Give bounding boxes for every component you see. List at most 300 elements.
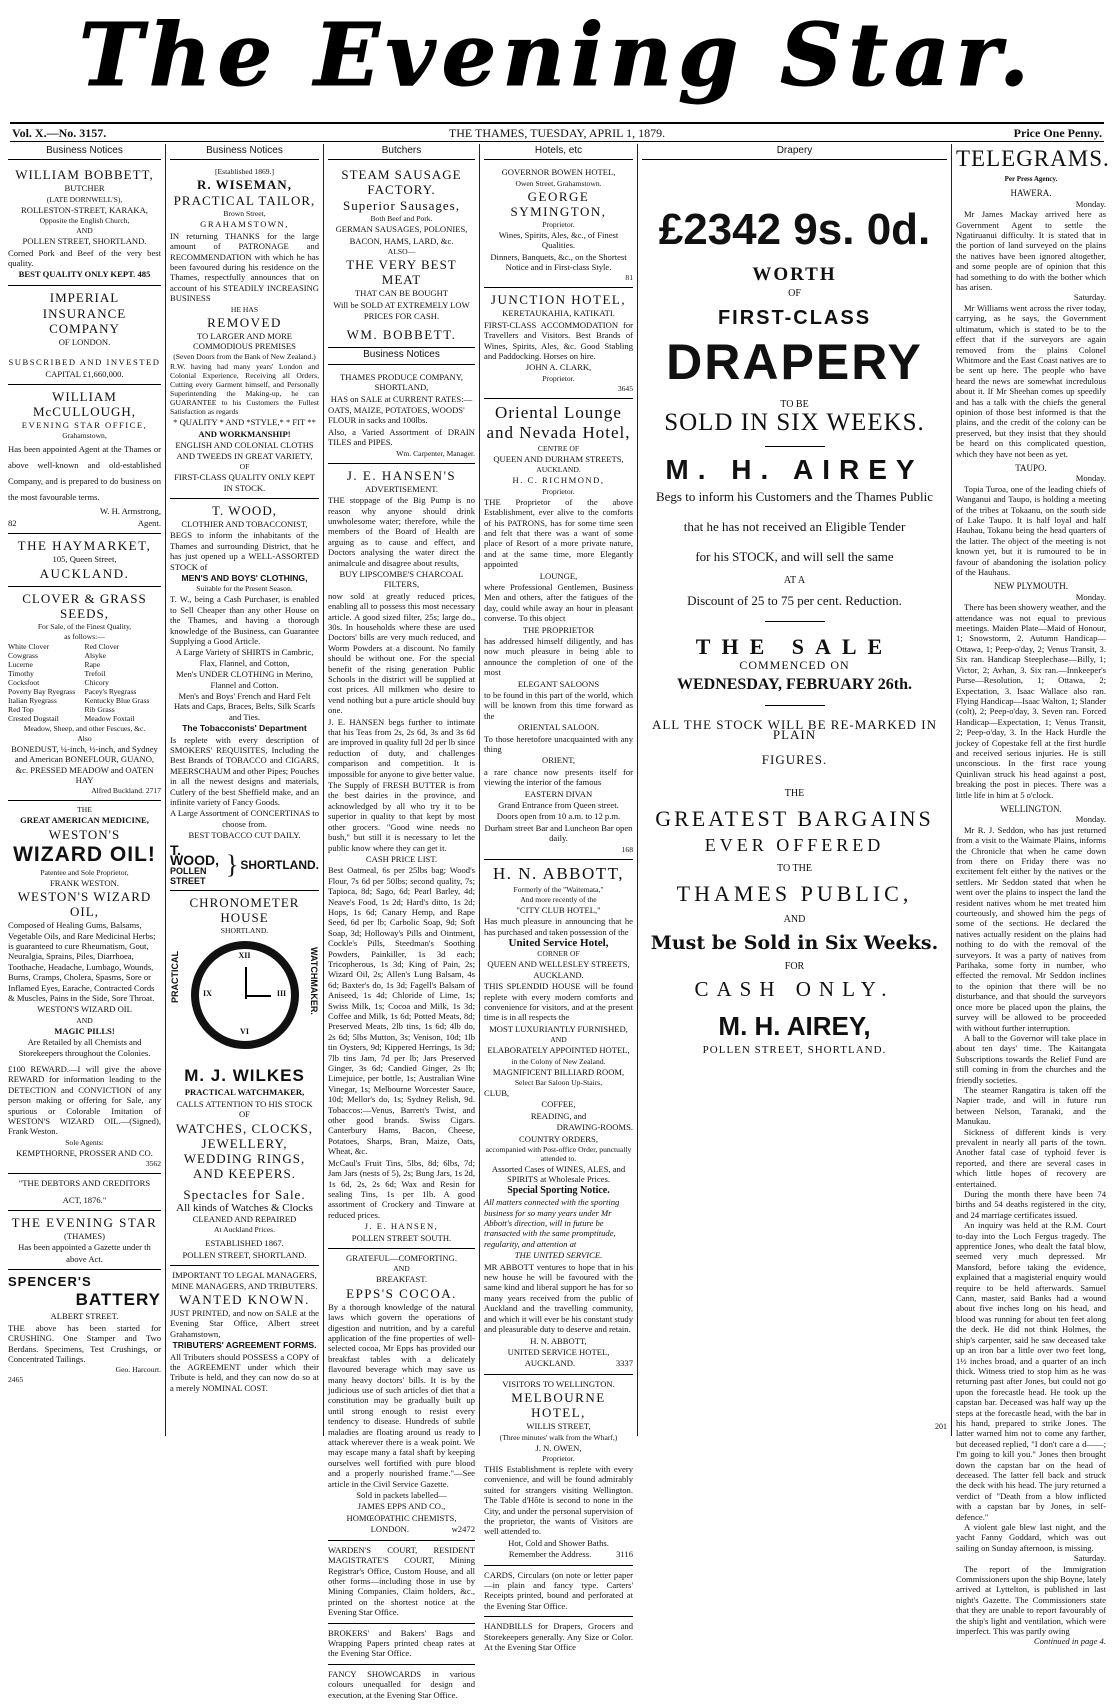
ad-line: A Large Variety of SHIRTS in Cambric, Flax, Flannel, and Cotton, — [175, 647, 314, 668]
drapery-line: WORTH — [752, 264, 837, 286]
drapery-line: AT A — [783, 574, 806, 586]
ad-body: WARDEN'S COURT, RESIDENT MAGISTRATE'S COURT, Mining Registrar's Office, Custom House, and all other forms—including those in use by Mining Companies, Claim holders, &c., printed on the shortest notice at the Evening Star Office. — [328, 1544, 475, 1618]
ad-body: to be found in this part of the world, which will be known from this time forward as the — [484, 690, 633, 721]
ad-handbills — [484, 1617, 633, 1657]
ad-line: AUCKLAND. — [524, 1358, 576, 1369]
volume-number: Vol. X.—No. 3157. — [12, 126, 107, 140]
section-head: Business Notices — [328, 348, 475, 364]
ad-body: BONEDUST, ¼-inch, ½-inch, and Sydney and American BONEFLOUR, GUANO, &c. PRESSED MEADOW and OATEN HAY — [11, 743, 158, 785]
ad-line: PRACTICAL WATCHMAKER, — [184, 1087, 305, 1098]
ad-steam-sausage — [328, 163, 475, 348]
dispatch-text: The steamer Rangatira is taken off the Napier trade, and will in future run between Nelson, Taranaki, and the Manukau. — [956, 1084, 1106, 1127]
side-label: WATCHMAKER. — [309, 947, 319, 1016]
ad-line: SHORTLAND. — [220, 926, 269, 936]
ad-line: UNITED SERVICE HOTEL, — [507, 1346, 610, 1357]
ad-body: Composed of Healing Gums, Balsams, Vegetable Oils, and Rare Medicinal Herbs; is guaranteed to cure Rheumatism, Gout, Neuralgia, Sprains, Piles, Diarrhoea, Toothache, Headache, Lumbago, Wounds, Burns, Cramps, Cholera, Spasms, Sore or Inflamed Eyes, Earache, Contracted Cords & Muscles, Pains in the Side, Sore Throat. — [8, 920, 156, 1003]
ad-line: DRAWING-ROOMS. — [556, 1122, 633, 1133]
seed-item: White Clover — [8, 641, 50, 651]
dispatch-day: Monday. — [1075, 473, 1106, 484]
ad-line: Also — [77, 733, 92, 743]
seed-item: Poverty Bay Ryegrass — [8, 686, 76, 696]
ad-signature: H. N. ABBOTT, — [530, 1335, 587, 1346]
ad-body: BROKERS' and Bakers' Bags and Wrapping Papers printed cheap rates at the Evening Star Office. — [328, 1627, 475, 1659]
ad-melbourne-hotel — [484, 1375, 633, 1566]
seed-item: Red Top — [8, 704, 34, 714]
dispatch-day: Saturday. — [1073, 292, 1106, 303]
dispatch-place: WELLINGTON. — [1000, 803, 1062, 814]
ad-signature: W. H. Armstrong, — [99, 506, 161, 517]
ad-title: BUY LIPSCOMBE'S CHARCOAL FILTERS, — [339, 568, 464, 590]
ad-line: Wines, Spirits, Ales, &c., of Finest Qualities. — [498, 229, 619, 251]
ad-body: £100 REWARD.—I will give the above REWARD for information leading to the DETECTION and CONVICTION of any person making or offering for Sale, any spurious or Colorable Imitation of WESTON'S WIZARD OIL.—(Signed), Frank Weston. — [8, 1064, 161, 1137]
ad-line: MAGNIFICENT BILLIARD ROOM, — [492, 1066, 625, 1077]
ad-signature: Geo. Harcourt. — [115, 1365, 161, 1375]
ad-line: Patentee and Sole Proprietor, — [40, 867, 129, 877]
ad-title: WANTED KNOWN. — [179, 1291, 310, 1307]
ad-body: All matters connected with the sporting business for so many years under Mr Abbott's direction, will in future be transacted with the same promptitude, regularity, and attention at — [484, 1197, 620, 1249]
ad-number: 2717 — [145, 786, 161, 796]
ad-title: IMPERIAL — [49, 289, 120, 305]
ad-cards-circulars — [484, 1566, 633, 1618]
ad-body: T. W., being a Cash Purchaser, is enabled to Sell Cheaper than any other House on the Thames, and having a thorough knowledge of the Business, can Guarantee Supplying a Good Article. — [170, 594, 319, 646]
dispatch-text: The report of the Immigration Commissioners upon the ship Boyne, lately arrived at Lyttelton, is published in last night's Gazette. The Commissioners state that they are unable to report favourably of the ship's light and ventilation, which were imperfect. This was partly owing — [956, 1563, 1106, 1637]
ad-line: VISITORS TO WELLINGTON. — [502, 1378, 615, 1389]
ad-title: The Tobacconists' Department — [182, 723, 307, 734]
dispatch-text: A violent gale blew last night, and the yacht Fanny Goddard, which was out sailing on Sunday afternoon, is missing. — [956, 1522, 1106, 1553]
ad-line: (Three minutes' walk from the Wharf,) — [499, 1432, 618, 1442]
ad-title: R. WISEMAN, — [197, 177, 292, 193]
section-head: Drapery — [642, 144, 947, 160]
ad-title: GRATEFUL—COMFORTING. — [346, 1252, 457, 1263]
clock-illustration — [170, 941, 319, 1065]
ad-line: Owen Street, Grahamstown. — [515, 178, 602, 188]
ad-line: Proprietor. — [542, 373, 575, 383]
dispatch-text: During the month there have been 74 births and 54 deaths registered in the city, and 24 marriage certificates issued. — [956, 1189, 1106, 1220]
ad-line: OF — [239, 462, 250, 472]
ad-line: And more recently of the — [520, 894, 597, 904]
ad-line: Sold in packets labelled— — [356, 1490, 447, 1501]
ad-title: ACT, 1876." — [62, 1194, 107, 1205]
ad-line: ALSO— — [387, 247, 416, 257]
dispatch-day: Saturday. — [1073, 1553, 1106, 1564]
ad-line: KEMPTHORNE, PROSSER AND CO. — [16, 1147, 153, 1158]
ad-title: TRIBUTERS' AGREEMENT FORMS. — [172, 1340, 317, 1351]
ad-signature: Wm. Carpenter, Manager. — [396, 448, 475, 458]
dispatch-text: Mr James Mackay arrived here as Government Agent to settle the Ngatiruanui difficulty. It is stated that in the portion of land surveyed on the plains the natives have been ignored altogether, and some people are of opinion that this had something to do with the bother which has arisen. — [956, 209, 1106, 293]
drapery-line: Begs to inform his Customers and the Thames Public — [655, 488, 934, 504]
ad-wiseman — [170, 163, 319, 499]
ad-title: H. N. ABBOTT, — [492, 863, 625, 883]
ad-line: HE HAS — [230, 304, 259, 314]
seed-item: Alsyke — [84, 650, 107, 660]
ad-line: EASTERN DIVAN — [524, 788, 593, 799]
ad-title: GOVERNOR BOWEN HOTEL, — [501, 167, 616, 178]
ad-line: BEST TOBACCO CUT DAILY. — [188, 830, 301, 841]
drapery-line: POLLEN STREET, SHORTLAND. — [702, 1044, 887, 1057]
ad-line: Dinners, Banquets, &c., on the Shortest Notice and in First-class Style. — [490, 251, 627, 273]
ad-body: Has been appointed Agent at the Thames or above well-known and old-established Company, and is prepared to do business on the most favourable terms. — [8, 444, 161, 503]
ad-line: Proprietor. — [542, 486, 575, 496]
brace-glyph: } — [225, 850, 239, 880]
ad-title: REMOVED — [207, 314, 282, 330]
seed-item: Trefoil — [84, 668, 106, 678]
drapery-line: FOR — [784, 960, 805, 972]
ad-line: READING, and — [530, 1110, 587, 1121]
ad-hansen — [328, 464, 475, 1249]
ad-title: Spectacles for Sale. — [183, 1186, 306, 1202]
dispatch-day: Monday. — [1075, 814, 1106, 825]
section-head: Business Notices — [170, 144, 319, 160]
ad-line: H. C. RICHMOND, — [512, 475, 605, 486]
ad-t-wood — [170, 499, 319, 891]
drapery-line: CASH ONLY. — [694, 977, 895, 1002]
ad-mining-forms — [170, 1266, 319, 1398]
dispatch-place: TAUPO. — [1015, 462, 1047, 473]
ad-line: AND WORKMANSHIP! — [198, 428, 291, 439]
ad-number: 201 — [935, 1421, 947, 1431]
drapery-line: AND — [783, 914, 806, 926]
ad-body: Is replete with every description of SMOKERS' REQUISITES, Including the Best Brands of TOBACCO and CIGARS, MEERSCHAUM and other Pipes; Pouches in all the newest designs and materials, Cutlery of the best Sheffield make, and an infinite variety of Fancy Goods. — [170, 734, 319, 808]
seed-item: Red Clover — [84, 641, 120, 651]
ad-line: Formerly of the "Waitemata," — [513, 884, 604, 894]
drapery-line: Must be Sold in Six Weeks. — [650, 931, 939, 954]
seed-item: Lucerne — [8, 659, 33, 669]
ad-line: Will be SOLD AT EXTREMELY LOW — [333, 299, 470, 310]
seed-item: Meadow Foxtail — [84, 713, 135, 723]
ad-line: EVENING STAR OFFICE, — [21, 420, 148, 431]
ad-body: Also, a Varied Assortment of DRAIN TILES and PIPES. — [328, 426, 475, 448]
dispatch-text: Mr Williams went across the river today, carrying, as he says, the Government ultimatum, which is stated to be to the effect that if the surveyors are again removed from the plains Colonel Whitmore and the East Coast natives are to be sent up here. The people who have heard the news are somewhat incredulous about it. If Mr Sheehan comes up speedily and has a talk with the chiefs the general opinion of those best informed is that the plains, and the credit of the colony can be preserved, but they insist that they should be heard on this complicated question, which they have not been as yet. — [956, 302, 1106, 459]
ad-title: MEN'S AND BOYS' CLOTHING, — [181, 572, 308, 583]
drapery-line: OF — [788, 287, 801, 299]
ad-title: WILLIAM McCULLOUGH, — [32, 389, 137, 420]
ad-spencers-battery — [8, 1270, 161, 1389]
ad-clover-seeds — [8, 587, 161, 802]
dispatch-day: Monday. — [1075, 591, 1106, 602]
ad-title: Special Sporting Notice. — [507, 1184, 610, 1196]
discount-line: Discount of 25 to 75 per cent. Reduction. — [687, 593, 902, 609]
ad-oriental-lounge — [484, 399, 633, 860]
ad-line: CLEANED AND REPAIRED — [192, 1213, 297, 1224]
ad-line: (LATE DORNWELL'S), — [46, 194, 123, 204]
ad-title: GREAT AMERICAN MEDICINE, — [20, 815, 149, 826]
ad-line: All kinds of Watches & Clocks — [176, 1201, 313, 1214]
ad-title: United Service Hotel, — [508, 936, 609, 949]
ad-line: ENGLISH AND COLONIAL CLOTHS AND TWEEDS IN GREAT VARIETY, — [175, 440, 314, 461]
ad-title: CLOVER & GRASS SEEDS, — [22, 590, 147, 621]
ad-bobbett — [8, 163, 161, 285]
dispatch-place: HAWERA. — [1010, 188, 1052, 199]
dispatch-day: Monday. — [1075, 198, 1106, 209]
ad-line: Hot, Cold and Shower Baths. — [508, 1537, 609, 1548]
ad-title: THAMES PRODUCE COMPANY, SHORTLAND, — [340, 371, 463, 393]
ad-line: COFFEE, — [541, 1099, 576, 1110]
ad-abbott — [484, 860, 633, 1375]
ad-body: where Professional Gentlemen, Business Men and others, after the fatigues of the day, could while away an hour in pleasant converse. To this object — [484, 581, 633, 624]
ad-line: CALLS ATTENTION TO HIS STOCK OF — [176, 1098, 313, 1120]
ad-line: CORNER OF — [537, 949, 580, 959]
ad-title: THE VERY BEST MEAT — [346, 257, 457, 288]
ad-line: CAPITAL £1,660,000. — [45, 368, 124, 379]
ad-line: HOMŒOPATHIC CHEMISTS, — [346, 1512, 457, 1523]
seed-item: Pacey's Ryegrass — [84, 686, 137, 696]
ad-title: THE HAYMARKET, — [17, 538, 152, 554]
telegrams-title: TELEGRAMS. — [956, 146, 1110, 171]
ad-line: TO LARGER AND MORE COMMODIOUS PREMISES — [193, 330, 296, 352]
ad-body: To those heretofore unacquainted with any thing — [484, 733, 633, 755]
ad-wardens-court — [328, 1541, 475, 1624]
ad-title: T. WOOD, — [212, 502, 277, 518]
dateline — [10, 122, 1104, 142]
ad-body: a rare chance now presents itself for viewing the interior of the famous — [484, 766, 633, 788]
masthead — [0, 0, 1114, 122]
ad-epps-cocoa — [328, 1249, 475, 1541]
column-drapery — [638, 144, 952, 1436]
ad-title: MAGIC PILLS! — [54, 1025, 115, 1036]
seed-list — [8, 642, 161, 723]
side-label: PRACTICAL — [170, 951, 180, 1004]
ad-line: QUEEN AND DURHAM STREETS, — [493, 453, 624, 464]
ad-line: Grahamstown, — [62, 431, 107, 441]
seed-item: Cowgrass — [8, 650, 38, 660]
ad-line: ELEGANT SALOONS — [517, 678, 600, 689]
ad-line: Doors open from 10 a.m. to 12 p.m. — [496, 811, 621, 822]
ad-number: 168 — [621, 844, 633, 854]
ad-line: Durham street Bar and Luncheon Bar open daily. — [484, 822, 633, 844]
ad-line: THAT CAN BE BOUGHT — [354, 288, 449, 299]
ad-body: McCaul's Fruit Tins, 5lbs, 8d; 6lbs, 7d; Jam Jars (nests of 5), 2s; Bung Jars, 1s 2d, 1s 6d, 2s, 2s 6d; Wax and Resin for sealing Tins, 1s per 1lb. A good assortment of Crockery and Tinware at reduced prices. — [328, 1157, 475, 1220]
ad-title: WESTON'S — [48, 826, 121, 842]
ad-line: POLLEN STREET, SHORTLAND. — [182, 1249, 307, 1260]
ad-title: CASH PRICE LIST. — [365, 853, 438, 864]
ad-line: accompanied with Post-office Order, punctually attended to. — [485, 1145, 632, 1163]
ad-line: Select Bar Saloon Up-Stairs, — [514, 1077, 603, 1087]
column-business-notices-2 — [166, 144, 324, 1436]
ad-line: GERMAN SAUSAGES, POLONIES, — [335, 224, 468, 235]
ad-body: FANCY SHOWCARDS in various colours unequalled for design and execution, at the Evening Star Office. — [328, 1668, 475, 1700]
ad-body: THE stoppage of the Big Pump is no reason why anyone should drink unwholesome water; therefore, while the members of the Board of Health are arguing as to cause and effect, and Doctors analysing the water direct the animalcule and disagree about results, — [328, 495, 475, 568]
ad-line: Proprietor. — [542, 1453, 575, 1463]
ad-title: WESTON'S WIZARD OIL, — [17, 889, 152, 920]
ad-line: Men's and Boys' French and Hard Felt Hats and Caps, Braces, Belts, Silk Scarfs and Ties. — [173, 691, 316, 722]
ad-body: BEGS to inform the inhabitants of the Thames and surrounding District, that he has just opened up a WELL-ASSORTED STOCK of — [170, 530, 319, 572]
ad-line: THE — [77, 805, 92, 815]
ad-line: (Seven Doors from the Bank of New Zealand.) — [173, 352, 316, 362]
ad-body: now sold at greatly reduced prices, enabling all to possess this most necessary article. A good sized filter, 25s; large do., 30s. In households where these are used Doctors' bills are very much reduced, and Worm Powders at a discount. No family should be without one. For the special benefit of the rising generation Public Schools in the district will be supplied at cost prices. All milkmen who desire to vend nothing but a pure article should buy one. — [328, 590, 475, 716]
ad-number: w2472 — [451, 1524, 475, 1535]
ad-line: Sole Agents: — [65, 1137, 104, 1147]
ad-line: AND — [550, 1035, 567, 1045]
ad-title: IMPORTANT TO LEGAL MANAGERS, MINE MANAGERS, AND TRIBUTERS. — [171, 1270, 318, 1291]
ad-number: 3562 — [145, 1159, 161, 1169]
dispatch-place: NEW PLYMOUTH. — [994, 581, 1068, 592]
drapery-line: that he has not received an Eligible Tender — [683, 518, 906, 534]
ad-body: R.W. having had many years' London and Colonial Experience, Receiving all Orders, Cutting every Garment himself, and Personally Superintending the Making-up, he can GUARANTEE to his Customers the Fullest Satisfaction as regards — [170, 362, 319, 417]
seed-item: Cocksfoot — [8, 677, 40, 687]
ad-line: AND — [76, 226, 93, 236]
divider — [765, 621, 825, 622]
ad-body: Has much pleasure in announcing that he has purchased and taken possession of the — [484, 916, 633, 937]
drapery-line: SOLD IN SIX WEEKS. — [664, 409, 925, 437]
ad-title: INSURANCE COMPANY — [42, 305, 127, 336]
ad-line: AND — [393, 1264, 410, 1274]
section-head: Business Notices — [8, 144, 161, 160]
ad-line: ORIENT, — [541, 755, 575, 766]
ad-line: * QUALITY * AND *STYLE,* * FIT ** — [173, 417, 316, 428]
ad-brokers-bags — [328, 1624, 475, 1665]
ad-title: CHRONOMETER HOUSE — [189, 895, 300, 926]
ad-imperial-insurance — [8, 286, 161, 385]
ad-title: BATTERY — [75, 1290, 161, 1310]
ad-body: JUST PRINTED, and now on SALE at the Evening Star Office, Albert street Grahamstown, — [170, 1307, 319, 1339]
ad-title: M. J. WILKES — [184, 1066, 305, 1086]
ad-body: IN returning THANKS for the large amount of PATRONAGE and RECOMMENDATION with which he has been favoured during his residence on the Thames, respectfully announces that on account of his STEADILY INCREASING BUSINESS — [170, 230, 319, 304]
ad-title: "THE DEBTORS AND CREDITORS — [18, 1178, 151, 1189]
ad-line: BUTCHER — [64, 183, 105, 194]
seed-item: Timothy — [8, 668, 34, 678]
ad-line: FRANK WESTON. — [50, 877, 119, 888]
ad-body: THE Proprietor of the above Establishment, ever alive to the comforts of his PATRONS, has for some time seen and felt that there was a want of some place of Resort of a more private nature, and at the same time, more Elegantly appointed — [484, 496, 633, 570]
ad-line: GRAHAMSTOWN, — [200, 219, 289, 230]
ad-number: 3116 — [616, 1549, 633, 1560]
ad-wizard-oil — [8, 801, 161, 1174]
ad-body: The Supply of FRESH BUTTER is from the best dairies in the province, and acknowledged by all who try it to be superior in quality to that kept by most other grocers. "Good wine needs no bush," but still it is necessary to let the public know where they can get it. — [328, 780, 475, 853]
divider — [765, 705, 825, 706]
ad-line: CLUB, — [484, 1087, 510, 1098]
seed-item: Rape — [84, 659, 101, 669]
ad-title: STEAM SAUSAGE FACTORY. — [341, 167, 462, 198]
ad-governor-bowen — [484, 163, 633, 288]
ad-mccullough — [8, 385, 161, 534]
merchant-name: M. H. AIREY — [665, 454, 924, 486]
ad-line: ALBERT STREET. — [50, 1311, 119, 1322]
ad-line: Grand Entrance from Queen street. — [498, 800, 619, 811]
ad-line: FIRST-CLASS QUALITY ONLY KEPT IN STOCK. — [174, 472, 315, 493]
ad-title: GEORGE SYMINGTON, — [510, 188, 607, 219]
ad-line: COUNTRY ORDERS, — [519, 1133, 598, 1144]
divider — [765, 446, 825, 447]
ad-line: WILLIS STREET, — [526, 1421, 591, 1432]
ad-title: J. E. HANSEN'S — [346, 467, 457, 483]
section-head: Butchers — [328, 144, 475, 160]
ad-line: KERETAUKAHIA, KATIKATI. — [502, 308, 615, 319]
ad-line: At Auckland Prices. — [214, 1225, 275, 1235]
ad-line: J. N. OWEN, — [535, 1442, 582, 1453]
dispatch-text: A ball to the Governor will take place in about ten days' time. The Kaitangata Subscriptions towards the Relief Fund are still coming in from the churches and the friendly societies. — [956, 1032, 1106, 1085]
merchant-name: M. H. AIREY, — [718, 1010, 871, 1041]
seed-item: Crested Dogstail — [8, 713, 59, 723]
ad-signature: Alfred Buckland. — [91, 786, 144, 796]
ad-title: JUNCTION HOTEL, — [490, 292, 627, 308]
ad-number: 2465 — [8, 1375, 24, 1385]
ad-line: 105, Queen Street, — [52, 554, 117, 565]
logo-line: POLLEN STREET — [170, 865, 207, 886]
column-telegrams — [952, 144, 1110, 1647]
ad-title: WILLIAM BOBBETT, — [15, 167, 154, 183]
ad-line: PRICES FOR CASH. — [363, 311, 440, 322]
ad-body: J. E. HANSEN begs further to intimate that his Teas from 2s, 2s 6d, 3s and 3s 6d are improved in quality full 2d per lb since reduction of duty, and challenges comparison and competition. It is impossible for anyone to give better value. — [328, 716, 476, 779]
ad-line: AUCKLAND. — [536, 465, 581, 475]
ad-line: ORIENTAL SALOON. — [517, 722, 600, 733]
ad-body: THIS Establishment is replete with every convenience, and will be found admirably suited for strangers visiting Wellington. The Table d'Hôte is second to none in the City, and under the personal supervision of the proprietor, the wants of Visitors are well attended to. — [484, 1463, 633, 1537]
ad-title: WATCHES, CLOCKS, JEWELLERY, WEDDING RINGS, AND KEEPERS. — [176, 1120, 313, 1181]
ad-line: Brown Street, — [223, 209, 266, 219]
ad-line: Remember the Address. — [508, 1549, 592, 1560]
ad-body: OATS, MAIZE, POTATOES, WOODS' FLOUR in sacks and 100lbs. — [328, 405, 465, 426]
sale-amount: £2342 9s. 0d. — [658, 205, 931, 255]
ad-body: FIRST-CLASS ACCOMMODATION for Travellers and Visitors. Best Brands of Wines, Spirits, Ales, &c. Good Stabling and Paddocking. Horses on hire. — [484, 319, 633, 362]
drapery-line: for his STOCK, and will sell the same — [695, 548, 894, 564]
ad-line: Assorted Cases of WINES, ALES, and SPIRITS at Wholesale Prices. — [491, 1164, 626, 1185]
ad-line: Both Beef and Pork. — [370, 214, 433, 224]
t-wood-logo — [170, 841, 319, 887]
ad-line: Proprietor. — [542, 219, 575, 229]
logo-line: SHORTLAND. — [240, 858, 319, 873]
ad-line: HAS on SALE at CURRENT RATES:— — [330, 393, 473, 404]
ad-signature: J. E. HANSEN, — [364, 1221, 439, 1232]
dispatch-text: Sickness of different kinds is very prevalent in nearly all parts of the town. Another fatal case of typhoid fever is reported, and there are several cases in which little hopes of recovery are entertained. — [956, 1126, 1106, 1189]
ad-line: QUEEN AND WELLESLEY STREETS, AUCKLAND. — [487, 959, 630, 980]
ad-line: Has been appointed a Gazette under th — [18, 1242, 151, 1253]
ad-number: 3645 — [617, 383, 633, 393]
column-hotels — [480, 144, 638, 1653]
ad-line: For Sale, of the Finest Quality, — [37, 621, 132, 631]
ad-line: CENTRE OF — [537, 443, 580, 453]
ad-number: 3337 — [615, 1358, 633, 1369]
ad-line: ESTABLISHED 1867. — [205, 1238, 284, 1249]
ad-title: PRACTICAL TAILOR, — [173, 193, 316, 209]
ad-haymarket — [8, 534, 161, 586]
ad-title: SPENCER'S — [8, 1274, 92, 1290]
ad-body: CARDS, Circulars (on note or letter paper—in plain and fancy type. Carters' Receipts printed, bound and perforated at the Evening Star Office. — [484, 1569, 633, 1611]
ad-line: LOUNGE, — [539, 570, 578, 581]
ad-body: THE above has been started for CRUSHING. One Stamper and Two Berdans. Specimens, Test Crushings, or Concentrated Tailings. — [8, 1322, 161, 1364]
ad-line: BACON, HAMS, LARD, &c. — [349, 235, 454, 246]
ad-line: Meadow, Sheep, and other Fescues, &c. — [23, 723, 146, 733]
section-head: Hotels, etc — [484, 144, 633, 160]
dispatch-text: Mr R. J. Seddon, who has just returned from a visit to the Waimate Plains, informs the Chronicle that when he came down from there on Friday there was no excitement felt either by the natives or the settlers. Mr Seddon stated that when he went over the plains to inspect the land the resident natives whom he met treated him courteously, and showed him the pegs of some of the sections. He declared the natives actually resident on the plains had nothing to do with the removal of the surveyors. It was a party of natives from Parihaka, some forty in number, who effected the removal. Mr Seddon inclines to the opinion that there will be no disturbance, and that should the surveyors once more be placed upon the plains, the survey will be allowed to be proceeded with without further interruption. — [956, 824, 1106, 1033]
dispatch-text: There has been showery weather, and the attendance was not equal to previous meetings. Maiden Plate—Maid of Honour, 1; Snowstorm, 2. Autumn Handicap—Ottawa, 1; Peep-o'day, 2; Venus Transit, 3. Six ran. Handicap Steeplechase—Billy, 1; Victor, 2; Avhan, 3. Six ran.—Innkeeper's Purse—Resolution, 1; Ottawa, 2; Expectation, 3. Isaac Wallace also ran. Flying Handicap—Isaac Walton, 1; Slander (colt), 2; Peep-o'day, 3. Seven ran. Forced Handicap—Expectation, 1; Venus Transit, 2; Peep-o'day, 3. In the Hack Hurdle the jockey of Copestake fell at the first hurdle and received serious injuries. He is still unconscious. In the first race young Quinlivan struck his head against a post, breaking the post in pieces. There was a little life in him at 5 o'clock. — [956, 602, 1106, 800]
ad-title: EPPS'S COCOA. — [346, 1285, 457, 1301]
drapery-line: ALL THE STOCK WILL BE RE-MARKED IN PLAIN — [651, 716, 938, 743]
ad-signature: JOHN A. CLARK, — [525, 362, 592, 373]
drapery-line: TO BE — [780, 398, 809, 410]
ad-body: All Tributers should POSSESS a COPY of the AGREEMENT under which their Tribute is held, and they can now do so at a merely NOMINAL COST. — [170, 1351, 319, 1393]
ad-line: Agent. — [137, 517, 161, 528]
ad-line: [Established 1869.] — [214, 167, 275, 177]
drapery-line: FIGURES. — [761, 751, 828, 767]
ad-line: LONDON. — [370, 1524, 410, 1535]
ad-line: Suitable for the Present Season. — [196, 584, 293, 594]
ad-line: (THAMES) — [63, 1231, 106, 1242]
drapery-line: TO THE — [777, 863, 812, 875]
ad-title: Oriental Lounge and Nevada Hotel, — [486, 402, 631, 442]
ad-line: as follows:— — [64, 631, 105, 641]
ad-body: Best Oatmeal, 6s per 25lbs bag; Wood's Flour, 7s 6d per 50lbs; second quality, 7s; Tapioca, 8d; Sago, 6d; Pearl Barley, 4d; Neave's Food, 1s 2d; Hard's ditto, 1s 2d; Hops, 1s 6d; Canary Hemp, and Rape Seed, 6d per lb; Carbolic Soap, 9d; Soft Soap, 3d; Holloway's Pills and Ointment, Cockle's Pills, Steedman's Soothing Powders, Painkiller, 1s 3d each; Tricopherous, 1s 3d; King of Pain, 2s; Wizard Oil, 2s; Allen's Lung Balsam, 4s 6d; Baxter's do, 1s 3d; Fagell's Balsam of Aniseed, 1s 4d; Chloride of Lime, 1s; Swiss Milk, 1s; Cocoa and Milk, 1s 3d; Coffee and Milk, 1s 6d; Potted Meats, 8d; Preserved Meats, 2lb tins, 1s 6d; 4lb do, 2s 6d; 5lbs Mutton, 3s; Venison, 10d; 1lb tin Oysters, 9d; Kippered Herrings, 1s 3d; 7lb tins Jam, 7d per lb; Jars Preserved Ginger, 3s 6d; Candied Ginger, 2s lb; Limejuice, per bottle, 1s; Australian Wine Vinegar, 1s; Melbourne Worcester Sauce, 10d; Mellor's do, 1s; Sydney Relish, 9d. Tobaccos:—Venus, Barrett's Twist, and other good brands. Swiss Cigars. Canterbury Hams, Bacon, Cheese, Potatoes, Sharps, Bran, Maize, Oats, Wheat, &c. — [328, 865, 475, 1157]
continued-link[interactable]: Continued in page 4. — [1033, 1636, 1106, 1647]
drapery-line: EVER OFFERED — [704, 834, 885, 855]
ad-line: ADVERTISEMENT. — [364, 483, 439, 494]
ad-line: THE UNITED SERVICE. — [514, 1250, 603, 1261]
ad-number: 81 — [625, 273, 633, 283]
ad-number: 82 — [8, 517, 17, 528]
dispatch-text: Topia Turoa, one of the leading chiefs of Wanganui and Taupo, is holding a meeting of the tribes at Tokaanu, on the south side of Lake Taupo. It is half loyal and half Hauhau, Tokanu being the head quarters of the latter. The object of the meeting is not known yet, but it is rumoured to be in favour of abandoning the isolation policy of the Hauhaus. — [956, 483, 1106, 578]
ad-title: MELBOURNE HOTEL, — [511, 1390, 606, 1421]
ad-line: ELABORATELY APPOINTED HOTEL, — [487, 1045, 630, 1056]
ad-line: POLLEN STREET, SHORTLAND. — [22, 236, 147, 247]
ad-line: Men's UNDER CLOTHING in Merino, Flannel and Cotton. — [176, 669, 313, 690]
ad-title: WIZARD OIL! — [13, 842, 156, 866]
